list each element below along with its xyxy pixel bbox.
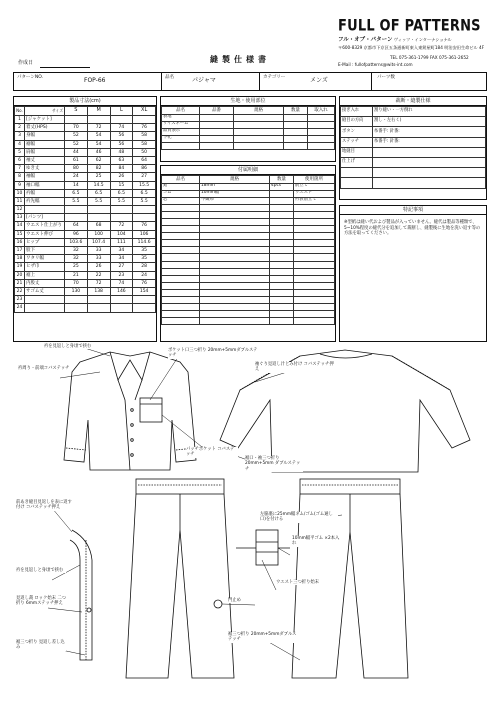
- trims-spec-cell[interactable]: 不織布: [200, 197, 270, 204]
- callout-sleeve-hem: 裾口・袖三つ折り 20mm+5mm ダブルステッチ: [245, 456, 303, 472]
- measurement-name: 袖口幅: [25, 181, 65, 189]
- measurement-value[interactable]: 114.6: [133, 238, 156, 246]
- trims-col-qty: 数量: [270, 176, 294, 184]
- size-table-title: 製品寸法(cm): [14, 97, 156, 106]
- row-number: 9: [15, 181, 25, 189]
- measurement-value[interactable]: 15.5: [133, 181, 156, 189]
- measurement-name: 股下: [25, 247, 65, 255]
- measurement-value[interactable]: 63: [110, 156, 133, 164]
- measurement-value[interactable]: 6.5: [133, 189, 156, 197]
- trims-name-cell[interactable]: 釦: [162, 183, 200, 190]
- measurement-name: ウエスト伸び: [25, 230, 65, 238]
- measurement-value[interactable]: 5.5: [110, 197, 133, 205]
- measurement-value[interactable]: 56: [110, 140, 133, 148]
- sewing-spec-value[interactable]: 割り縫い・一方倒れ: [373, 107, 486, 117]
- fabric-table-title: 生地・使用部位: [161, 97, 335, 106]
- measurement-value[interactable]: 68: [87, 222, 110, 230]
- measurement-value[interactable]: 72: [110, 222, 133, 230]
- measurement-value[interactable]: 48: [110, 148, 133, 156]
- row-number: 19: [15, 263, 25, 271]
- trims-name-cell[interactable]: 芯: [162, 197, 200, 204]
- sewing-spec-label: ボタン: [341, 127, 373, 137]
- measurement-name: ゆき丈: [25, 165, 65, 173]
- sewing-spec-label: ステッチ: [341, 137, 373, 147]
- item-label: 品名: [165, 75, 174, 80]
- measurement-value[interactable]: 72: [87, 279, 110, 287]
- fabric-col-number: 品番: [200, 107, 234, 115]
- measurement-value[interactable]: 72: [87, 124, 110, 132]
- row-number: 4: [15, 140, 25, 148]
- size-m-header: M: [87, 107, 110, 116]
- trims-use-cell[interactable]: 前立て: [294, 183, 335, 190]
- document-title: 縫製仕様書: [210, 55, 270, 64]
- measurement-value[interactable]: 154: [133, 287, 156, 295]
- row-number: 8: [15, 173, 25, 181]
- measurement-name: ヒップ: [25, 238, 65, 246]
- sewing-spec-value[interactable]: 糸番手: 針番:: [373, 137, 486, 147]
- trims-name-cell[interactable]: ゴム: [162, 190, 200, 197]
- notes-title: 特記事項: [340, 206, 486, 215]
- measurement-value[interactable]: 76: [133, 222, 156, 230]
- measurement-value[interactable]: 34: [110, 247, 133, 255]
- size-l-header: L: [110, 107, 133, 116]
- pattern-no-value[interactable]: FOP-66: [84, 77, 106, 84]
- measurement-name: [ジャケット]: [25, 116, 65, 124]
- fabric-col-spec: 規格: [234, 107, 284, 115]
- measurement-value[interactable]: 64: [133, 156, 156, 164]
- measurement-value[interactable]: 61: [65, 156, 88, 164]
- category-label: カテゴリー: [263, 75, 286, 80]
- measurement-value[interactable]: 52: [65, 140, 88, 148]
- measurement-value[interactable]: 34: [110, 255, 133, 263]
- measurement-value[interactable]: 104: [110, 230, 133, 238]
- row-number: 17: [15, 247, 25, 255]
- callout-hem-insert: 裾三つ折り 見返し差し込み: [16, 640, 65, 651]
- measurement-name: ウエスト仕上がり: [25, 222, 65, 230]
- row-number: 13: [15, 214, 25, 222]
- measurement-value[interactable]: 130: [65, 287, 88, 295]
- measurement-value[interactable]: 82: [87, 165, 110, 173]
- callout-flat-elastic: 10mm幅平ゴム ×2本入れ: [292, 536, 342, 547]
- row-number: 12: [15, 206, 25, 214]
- measurement-name: 裾上: [25, 271, 65, 279]
- jacket-front-drawing: [64, 352, 196, 470]
- fabric-name-cell[interactable]: 表地: [162, 114, 200, 121]
- measurement-value[interactable]: 56: [110, 132, 133, 140]
- item-value[interactable]: パジャマ: [192, 77, 216, 84]
- measurement-value[interactable]: 80: [65, 165, 88, 173]
- row-number: 22: [15, 287, 25, 295]
- measurement-value[interactable]: 26: [110, 173, 133, 181]
- pants-front-drawing: [126, 479, 234, 678]
- measurement-value[interactable]: 74: [110, 279, 133, 287]
- callout-side-elastic: 左脇裏に25mm幅ネム/ゴム(ゴム通し口)を付ける: [260, 512, 338, 523]
- measurement-value[interactable]: 96: [65, 230, 88, 238]
- callout-collar-jacket: 衿を見返しと身頃で挟む: [44, 344, 104, 349]
- measurement-value[interactable]: 25: [87, 173, 110, 181]
- sewing-spec-label: 縫目の方向: [341, 117, 373, 127]
- row-number: 24: [15, 304, 25, 312]
- row-number: 10: [15, 189, 25, 197]
- trims-col-name: 品名: [162, 176, 200, 184]
- measurement-value[interactable]: 5.5: [133, 197, 156, 205]
- row-number: 20: [15, 271, 25, 279]
- pattern-no-label: パターンNO.: [17, 75, 44, 80]
- size-xl-header: XL: [133, 107, 156, 116]
- measurement-value[interactable]: 6.5: [110, 189, 133, 197]
- pants-back-drawing: [292, 479, 408, 678]
- trims-table-title: 付属明細: [161, 166, 335, 175]
- row-number: 7: [15, 165, 25, 173]
- measurement-value[interactable]: 62: [87, 156, 110, 164]
- measurement-value[interactable]: 35: [133, 247, 156, 255]
- measurement-name: 裾幅: [25, 140, 65, 148]
- trims-spec-cell[interactable]: 18mm: [200, 183, 270, 190]
- fabric-name-cell[interactable]: サイズネーム: [162, 121, 200, 128]
- measurement-value[interactable]: 107.4: [87, 238, 110, 246]
- trims-col-spec: 規格: [200, 176, 270, 184]
- measurement-value[interactable]: 50: [133, 148, 156, 156]
- callout-facing-lock: 見返し裁 ロック始末 二つ折り 6mmステッチ押え: [16, 596, 66, 607]
- measurement-value[interactable]: 6.5: [87, 189, 110, 197]
- measurement-value[interactable]: 103.6: [65, 238, 88, 246]
- category-value[interactable]: メンズ: [310, 77, 328, 84]
- sewing-spec-label: 仕上げ: [341, 157, 373, 167]
- fabric-col-name: 品名: [162, 107, 200, 115]
- measurement-value[interactable]: 64: [65, 222, 88, 230]
- sewing-spec-title: 裁断・縫製仕様: [340, 97, 486, 106]
- trims-use-cell[interactable]: ウエスト: [294, 190, 335, 197]
- row-number: 5: [15, 148, 25, 156]
- callout-collar-facing: 衿を見返しと身頃で挟む: [16, 568, 66, 573]
- measurement-value[interactable]: 32: [65, 255, 88, 263]
- fabric-name-cell[interactable]: 品質表示: [162, 128, 200, 135]
- measurement-name: [パンツ]: [25, 214, 65, 222]
- sewing-spec-label: 地縫目: [341, 147, 373, 157]
- fabric-col-qty: 数量: [284, 107, 308, 115]
- measurement-value[interactable]: 146: [110, 287, 133, 295]
- measurement-name: サゴム丈: [25, 287, 65, 295]
- size-label: サイズ: [51, 107, 63, 113]
- callout-waist-fold: ウエスト三つ折り始末: [276, 580, 332, 585]
- row-number: 3: [15, 132, 25, 140]
- measurement-name: 着丈(HPS): [25, 124, 65, 132]
- trims-qty-cell[interactable]: 4pcs: [270, 183, 294, 190]
- measurement-value[interactable]: 84: [110, 165, 133, 173]
- measurement-value[interactable]: 28: [133, 263, 156, 271]
- callout-patch-pocket: パッチポケット コバステッチ: [186, 447, 238, 458]
- measurement-value[interactable]: 76: [133, 279, 156, 287]
- row-number: 15: [15, 230, 25, 238]
- measurement-name: 衿先幅: [25, 197, 65, 205]
- measurement-value[interactable]: 14: [65, 181, 88, 189]
- no-header: No.: [15, 107, 25, 116]
- row-number: 14: [15, 222, 25, 230]
- measurement-value[interactable]: 86: [133, 165, 156, 173]
- row-number: 2: [15, 124, 25, 132]
- measurement-name: ヒザ巾: [25, 263, 65, 271]
- measurement-value[interactable]: 14.5: [87, 181, 110, 189]
- measurement-value[interactable]: 5.5: [87, 197, 110, 205]
- measurement-value[interactable]: 27: [133, 173, 156, 181]
- measurement-value[interactable]: 111: [110, 238, 133, 246]
- measurement-value[interactable]: 22: [87, 271, 110, 279]
- trims-col-use: 使用箇所: [294, 176, 335, 184]
- measurement-value[interactable]: 106: [133, 230, 156, 238]
- measurement-value[interactable]: 54: [87, 132, 110, 140]
- fabric-col-intake: 取入れ: [308, 107, 335, 115]
- fabric-name-cell[interactable]: 下札: [162, 135, 200, 142]
- callout-armhole: 袖ぐり見返し汁とみ付け コバステッチ押え: [255, 362, 337, 373]
- measurement-name: ワタリ幅: [25, 255, 65, 263]
- brand-email: E-Mail : fullofpatterns@wits-int.com: [338, 62, 413, 67]
- measurement-value[interactable]: 24: [133, 271, 156, 279]
- notes-text: ※型紙は縫い代および製品が入っていません。縫代は製品等種類で、5~10%程度の縫代分を追加して裁断し、縫製後に生地を洗い返す等の方法を取ってください。: [344, 220, 481, 237]
- measurement-name: 肩幅: [25, 148, 65, 156]
- sewing-spec-value[interactable]: 糸番手: 針番:: [373, 127, 486, 137]
- measurement-value[interactable]: 21: [65, 271, 88, 279]
- row-number: 6: [15, 156, 25, 164]
- measurement-value[interactable]: 33: [87, 255, 110, 263]
- placket-detail-drawing: [70, 530, 92, 660]
- row-number: 16: [15, 238, 25, 246]
- callout-front-opening: 前あき縫目見返しを表に返す付け コバステッチ押え: [16, 500, 72, 511]
- size-s-header: S: [65, 107, 88, 116]
- row-number: 1: [15, 116, 25, 124]
- measurement-name: 身幅: [25, 132, 65, 140]
- brand-logo: FULL OF PATTERNS: [338, 16, 481, 36]
- measurement-value[interactable]: 58: [133, 140, 156, 148]
- measurement-value[interactable]: 6.5: [65, 189, 88, 197]
- row-number: 11: [15, 197, 25, 205]
- row-number: 23: [15, 296, 25, 304]
- brand-tel: TEL 075-361-1799: [390, 55, 429, 60]
- measurement-value[interactable]: 58: [133, 132, 156, 140]
- sewing-spec-label: 接ぎ入れ: [341, 107, 373, 117]
- brand-katakana-text: フル・オブ・パターン: [338, 37, 393, 43]
- measurement-value[interactable]: 27: [110, 263, 133, 271]
- measurement-value[interactable]: 70: [65, 279, 88, 287]
- callout-pants-hem: 裾三つ折り 20mm+5mmダブルステッチ: [228, 632, 297, 643]
- measurement-name: 衿幅: [25, 189, 65, 197]
- brand-address: 〒600-8329 京都市下京区五条通新町東入東錺屋町184 明治安田生命ビル 4F: [338, 45, 485, 50]
- measurement-value[interactable]: 33: [87, 247, 110, 255]
- measurement-value[interactable]: 23: [110, 271, 133, 279]
- waistband-detail-drawing: [236, 530, 290, 565]
- measurement-value[interactable]: 138: [87, 287, 110, 295]
- measurement-value[interactable]: 54: [87, 140, 110, 148]
- row-number: 21: [15, 279, 25, 287]
- measurement-value[interactable]: 32: [65, 247, 88, 255]
- callout-bartack: 閂止め: [228, 598, 256, 603]
- measurement-value[interactable]: 44: [65, 148, 88, 156]
- measurement-name: 袖幅: [25, 173, 65, 181]
- measurement-value[interactable]: 74: [110, 124, 133, 132]
- row-number: 18: [15, 255, 25, 263]
- brand-company: ヴィッツ・インターナショナル: [393, 37, 452, 42]
- trims-spec-cell[interactable]: 10mm幅: [200, 190, 270, 197]
- measurement-value[interactable]: 5.5: [65, 197, 88, 205]
- measurement-value[interactable]: 76: [133, 124, 156, 132]
- measurement-value[interactable]: 52: [65, 132, 88, 140]
- trims-use-cell[interactable]: 衿表前立て: [294, 197, 335, 204]
- measurement-value[interactable]: 26: [87, 263, 110, 271]
- measurement-value[interactable]: 35: [133, 255, 156, 263]
- brand-fax: FAX 075-361-2652: [429, 55, 469, 60]
- callout-pocket-hem: ポケット口三つ折り 20mm+5mmダブルステッチ: [168, 348, 258, 359]
- callout-collar-edge: 衿周り・前端コバステッチ: [18, 366, 70, 371]
- measurement-value[interactable]: 25: [65, 263, 88, 271]
- measurement-value[interactable]: 46: [87, 148, 110, 156]
- measurement-value[interactable]: 15: [110, 181, 133, 189]
- sewing-spec-value[interactable]: 割し・左右く): [373, 117, 486, 127]
- measurement-value[interactable]: 70: [65, 124, 88, 132]
- measurement-name: 内股丈: [25, 279, 65, 287]
- measurement-name: 袖丈: [25, 156, 65, 164]
- measurement-value[interactable]: 24: [65, 173, 88, 181]
- parts-label: パーツ数: [377, 75, 395, 80]
- measurement-value[interactable]: 100: [87, 230, 110, 238]
- created-date-label: 作成日: [18, 60, 34, 66]
